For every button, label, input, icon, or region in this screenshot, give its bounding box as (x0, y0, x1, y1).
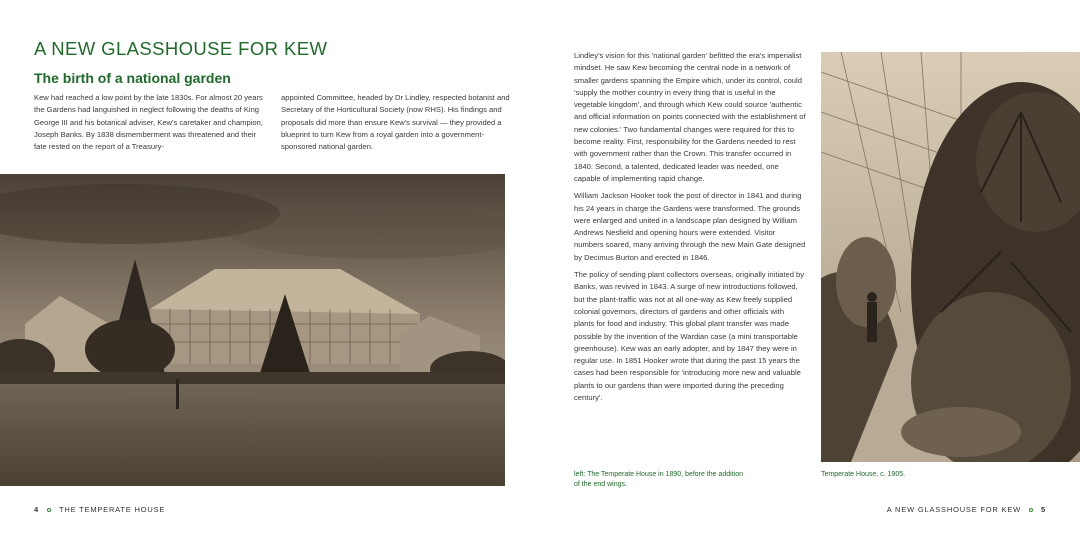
paragraph: Kew had reached a low point by the late 1830s. For almost 20 years the Gardens had languished in neglect following the deaths of King George III and his botanical adviser, Kew's caretaker and champion, Joseph Banks. By 1838 dismemberment was threatened and their fate rested on the report of a Treasury- (34, 93, 263, 152)
running-header-right: A NEW GLASSHOUSE FOR KEW (886, 505, 1022, 514)
page-number-left: 4 (34, 505, 39, 514)
section-subtitle: The birth of a national garden (34, 70, 231, 86)
footer-right (887, 505, 1046, 514)
paragraph: Lindley's vision for this 'national garden' befitted the era's imperialist mindset. He saw Kew becoming the central node in a network of smaller gardens spanning the Empire which, under its control, could 'supply the mother country in every thing that is useful in the vegetable kingdom', and through which Kew could source 'authentic and official information on points connected with the establishment of new colonies.' Two fundamental changes were required for this to become reality. First, responsibility for the Gardens needed to rest with government rather than the Crown. This transfer occurred in 1840. Second, a talented, dedicated leader was needed, one capable of implementing rapid change. (574, 51, 806, 183)
body-column-3 (574, 50, 806, 409)
body-column-1 (34, 92, 266, 157)
paragraph: William Jackson Hooker took the post of director in 1841 and during his 24 years in charge the Gardens were transformed. The grounds were enlarged and united in a landscape plan designed by William Andrews Nesfield and opening hours were extended. Visitor numbers soared, many arriving through the new Main Gate designed by Decimus Burton and erected in 1846. (574, 191, 806, 262)
photo-caption-left: left: The Temperate House in 1890, before the addition of the end wings. (574, 471, 744, 488)
bullet-icon (47, 508, 51, 512)
paragraph: The policy of sending plant collectors overseas, originally initiated by Banks, was revived in 1843. A surge of new introductions followed, but the plant-traffic was not at all one-way as Kew freely supplied colonial governors, directors of gardens and other officials with plants for food and industry. This global plant transfer was made possible by the invention of the Wardian case (a mini transportable greenhouse). Kew was an early adopter, and by 1847 they were in regular use. In 1851 Hooker wrote that during the past 15 years the cases had been responsible for 'introducing more new and valuable plants to our gardens than were imported during the preceding century'. (574, 270, 805, 403)
temperate-house-interior-photo (821, 52, 1080, 462)
bullet-icon (1029, 508, 1033, 512)
photo-caption-right: Temperate House, c. 1905. (821, 471, 906, 478)
page-title: A NEW GLASSHOUSE FOR KEW (34, 38, 328, 59)
body-column-2 (281, 92, 513, 157)
page-number-right: 5 (1041, 505, 1046, 514)
running-header-left: THE TEMPERATE HOUSE (58, 505, 166, 514)
footer-left (34, 505, 165, 514)
temperate-house-1890-photo (0, 174, 505, 486)
paragraph: appointed Committee, headed by Dr Lindley, respected botanist and Secretary of the Horticultural Society (now RHS). His findings and proposals did more than ensure Kew's survival — they provided a blueprint to turn Kew from a royal garden into a government-sponsored national garden. (281, 93, 510, 152)
